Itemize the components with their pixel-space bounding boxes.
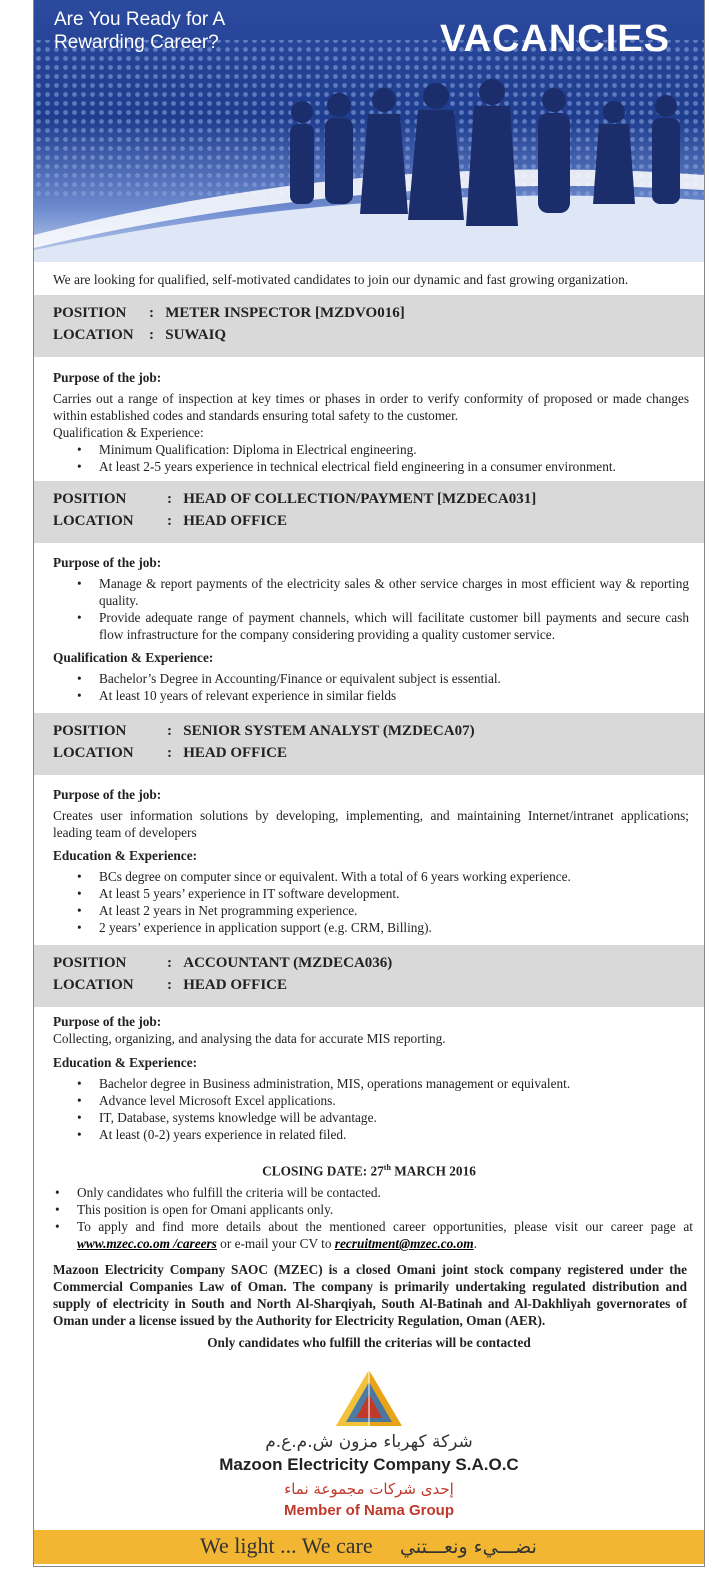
job-1-position: METER INSPECTOR [MZDVO016] [165,305,405,321]
colon: : [149,305,154,321]
list-item: • At least 5 years’ experience in IT software development. [99,885,689,902]
tagline-line-1: Are You Ready for A [54,9,226,30]
list-item: • At least 2-5 years experience in technical electrical field engineering in a consumer environment. [99,458,689,475]
banner-title: VACANCIES [440,18,670,60]
intro-text: We are looking for qualified, self-motivated candidates to join our dynamic and fast growing organization. [53,272,629,287]
slogan-english: We light ... We care [200,1533,373,1558]
job-1-body [53,369,689,475]
job-2-body [53,554,689,704]
job-2-location: HEAD OFFICE [183,513,288,529]
colon: : [167,513,172,529]
job-4-qual-heading: Education & Experience: [53,1055,198,1070]
job-4-purpose-text: Collecting, organizing, and analysing the data for accurate MIS reporting. [53,1031,446,1046]
company-description: Mazoon Electricity Company SAOC (MZEC) is a closed Omani joint stock company registered under the Commercial Companies Law of Oman. The company is primarily undertaking regulated distribution and supply of electricity in South and North Al-Sharqiyah, South Al-Batinah and Al-Dakhliyah governorates of Oman under a license issued by the Authority for Electricity Regulation, Oman (AER). [53,1262,687,1328]
colon: : [167,955,172,971]
job-2-position: HEAD OF COLLECTION/PAYMENT [MZDECA031] [183,491,537,507]
job-3-purpose-heading: Purpose of the job: [53,787,162,802]
tagline-line-2: Rewarding Career? [54,32,219,53]
only-candidates-note: Only candidates who fulfill the criterias will be contacted [207,1335,531,1350]
job-1-purpose-heading: Purpose of the job: [53,370,162,385]
job-3-purpose-text: Creates user information solutions by developing, implementing, and maintaining Internet/intranet applications; leading team of developers [53,808,689,840]
list-item: • Provide adequate range of payment channels, which will facilitate customer bill payments and secure cash flow infrastructure for the company considering providing a quality customer service. [99,609,689,643]
careers-link[interactable]: www.mzec.co.om /careers [77,1236,217,1251]
banner [34,0,704,262]
position-label: POSITION [53,723,127,739]
position-label: POSITION [53,955,127,971]
list-item: • Only candidates who fulfill the criteria will be contacted. [77,1184,693,1201]
list-item: • IT, Database, systems knowledge will be advantage. [99,1109,689,1126]
closing-date [34,1163,704,1179]
job-3-body [53,786,689,936]
list-item [77,1218,693,1252]
list-item: • BCs degree on computer since or equivalent. With a total of 6 years working experience. [99,868,689,885]
location-label: LOCATION [53,513,134,529]
job-2-purpose-heading: Purpose of the job: [53,555,162,570]
colon: : [167,491,172,507]
job-3-header [34,713,704,775]
list-item: • This position is open for Omani applicants only. [77,1201,693,1218]
location-label: LOCATION [53,977,134,993]
list-item: • Minimum Qualification: Diploma in Electrical engineering. [99,441,689,458]
apply-text-end: . [473,1236,477,1251]
list-item: • Bachelor’s Degree in Accounting/Finance or equivalent subject is essential. [99,670,689,687]
mazoon-logo-icon [334,1368,404,1430]
list-item: • At least 2 years in Net programming experience. [99,902,689,919]
list-item: • Advance level Microsoft Excel applications. [99,1092,689,1109]
vacancies-advert [33,0,705,1567]
closing-date-sup: th [383,1163,391,1172]
closing-date-prefix: CLOSING DATE: 27 [262,1163,384,1179]
location-label: LOCATION [53,745,134,761]
email-link[interactable]: recruitment@mzec.co.om [334,1236,474,1251]
job-4-header [34,945,704,1007]
job-2-header [34,481,704,543]
slogan-arabic: نضـــيء ونعـــتني [400,1536,537,1558]
job-1-location: SUWAIQ [165,327,227,343]
position-label: POSITION [53,305,127,321]
job-4-purpose-heading: Purpose of the job: [53,1014,162,1029]
job-1-purpose-text: Carries out a range of inspection at key times or phases in order to verify conformity of proposed or made changes within established codes and standards ensuring total safety to the customer. [53,391,689,423]
banner-tagline [54,8,225,54]
colon: : [167,745,172,761]
list-item: • At least 10 years of relevant experience in similar fields [99,687,689,704]
job-1-header [34,295,704,357]
apply-text: To apply and find more details about the mentioned career opportunities, please visit our career page at [77,1219,693,1234]
job-4-location: HEAD OFFICE [183,977,288,993]
application-notes [53,1184,693,1252]
colon: : [167,977,172,993]
footer-slogan-bar [34,1530,704,1564]
job-2-qual-heading: Qualification & Experience: [53,650,214,665]
colon: : [167,723,172,739]
member-arabic: إحدى شركات مجموعة نماء [284,1480,454,1498]
member-of-nama: Member of Nama Group [283,1502,455,1519]
list-item: • Manage & report payments of the electricity sales & other service charges in most efficient way & reporting quality. [99,575,689,609]
list-item: • Bachelor degree in Business administration, MIS, operations management or equivalent. [99,1075,689,1092]
position-label: POSITION [53,491,127,507]
job-4-body [53,1013,689,1143]
job-3-location: HEAD OFFICE [183,745,288,761]
list-item: • 2 years’ experience in application support (e.g. CRM, Billing). [99,919,689,936]
apply-text-mid: or e-mail your CV to [216,1236,335,1251]
company-arabic-name: شركة كهرباء مزون ش.م.ع.م [265,1432,473,1452]
job-1-qual-heading: Qualification & Experience: [53,425,204,440]
location-label: LOCATION [53,327,134,343]
job-3-position: SENIOR SYSTEM ANALYST (MZDECA07) [183,723,475,739]
list-item: • At least (0-2) years experience in related filed. [99,1126,689,1143]
company-name: Mazoon Electricity Company S.A.O.C [219,1455,519,1474]
colon: : [149,327,154,343]
job-3-qual-heading: Education & Experience: [53,848,198,863]
job-4-position: ACCOUNTANT (MZDECA036) [183,955,393,971]
closing-date-suffix: MARCH 2016 [390,1163,476,1179]
